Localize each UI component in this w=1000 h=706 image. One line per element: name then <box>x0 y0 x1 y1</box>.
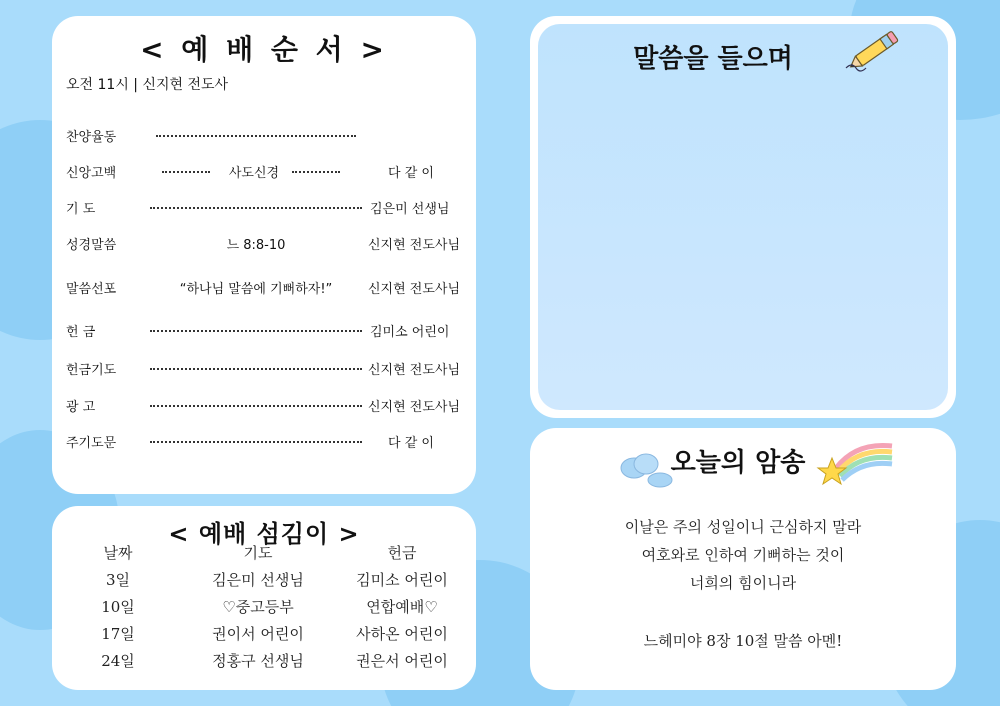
server-date: 3일 <box>105 571 131 589</box>
order-row <box>66 321 466 341</box>
order-row <box>66 198 466 218</box>
sermon-notes-title: 말씀을 들으며 <box>633 44 793 74</box>
rainbow-star-icon <box>816 438 896 488</box>
server-offering: 김미소 어린이 <box>356 571 448 589</box>
memory-verse-title: 오늘의 암송 <box>670 448 806 478</box>
server-date: 17일 <box>101 625 135 643</box>
dotted-leader <box>162 171 210 173</box>
dotted-leader <box>150 441 362 443</box>
service-time-leader: 오전 11시 | 신지현 전도사 <box>66 77 229 93</box>
order-item-name: 헌 금 <box>66 325 96 340</box>
order-item-name: 신앙고백 <box>66 166 117 181</box>
pencil-icon <box>842 28 908 74</box>
order-item-person: 다 같 이 <box>388 436 434 451</box>
dotted-leader <box>292 171 340 173</box>
dotted-leader <box>150 405 362 407</box>
order-item-person: 김은미 선생님 <box>370 202 450 217</box>
server-offering: 사하온 어린이 <box>356 625 448 643</box>
dotted-leader <box>150 330 362 332</box>
column-header-date: 날짜 <box>103 544 133 562</box>
order-item-person: 신지현 전도사님 <box>368 400 461 415</box>
worship-order-title: < 예 배 순 서 > <box>140 33 388 66</box>
order-row <box>66 278 466 298</box>
order-item-person: 신지현 전도사님 <box>368 238 461 253</box>
order-row <box>66 432 466 452</box>
server-offering: 연합예배♡ <box>366 598 438 616</box>
memory-verse-line: 너희의 힘이니라 <box>689 574 797 592</box>
order-item-detail: 느 8:8-10 <box>226 238 286 253</box>
dotted-leader <box>150 368 362 370</box>
memory-verse-line: 여호와로 인하여 기뻐하는 것이 <box>641 546 845 564</box>
memory-verse-reference: 느헤미야 8장 10절 말씀 아멘! <box>643 632 843 650</box>
order-item-name: 기 도 <box>66 202 96 217</box>
order-row <box>66 359 466 379</box>
order-item-name: 헌금기도 <box>66 363 117 378</box>
order-item-detail: 사도신경 <box>228 166 280 181</box>
order-row <box>66 234 466 254</box>
order-item-name: 찬양율동 <box>66 130 117 145</box>
order-row <box>66 126 466 146</box>
order-item-person: 김미소 어린이 <box>370 325 450 340</box>
server-date: 24일 <box>101 652 135 670</box>
order-item-name: 광 고 <box>66 400 96 415</box>
servers-title: < 예배 섬김이 > <box>168 520 360 548</box>
order-item-detail: “하나님 말씀에 기뻐하자!” <box>179 282 333 297</box>
sermon-notes-card <box>530 16 956 418</box>
server-prayer: ♡중고등부 <box>222 598 294 616</box>
dotted-leader <box>156 135 356 137</box>
memory-verse-card <box>530 428 956 690</box>
order-row <box>66 162 466 182</box>
order-item-person: 다 같 이 <box>388 166 434 181</box>
order-item-name: 성경말씀 <box>66 238 117 253</box>
order-item-name: 말씀선포 <box>66 282 117 297</box>
column-header-prayer: 기도 <box>243 544 273 562</box>
order-row <box>66 396 466 416</box>
order-item-person: 신지현 전도사님 <box>368 363 461 378</box>
dotted-leader <box>150 207 362 209</box>
server-prayer: 정홍구 선생님 <box>212 652 304 670</box>
memory-verse-line: 이날은 주의 성일이니 근심하지 말라 <box>624 518 862 536</box>
order-item-person: 신지현 전도사님 <box>368 282 461 297</box>
sermon-notes-area[interactable] <box>538 24 948 410</box>
order-item-name: 주기도문 <box>66 436 117 451</box>
column-header-offering: 헌금 <box>387 544 417 562</box>
server-offering: 권은서 어린이 <box>356 652 448 670</box>
worship-order-card <box>52 16 476 494</box>
server-date: 10일 <box>101 598 135 616</box>
server-prayer: 김은미 선생님 <box>212 571 304 589</box>
server-prayer: 권이서 어린이 <box>212 625 304 643</box>
servers-card <box>52 506 476 690</box>
